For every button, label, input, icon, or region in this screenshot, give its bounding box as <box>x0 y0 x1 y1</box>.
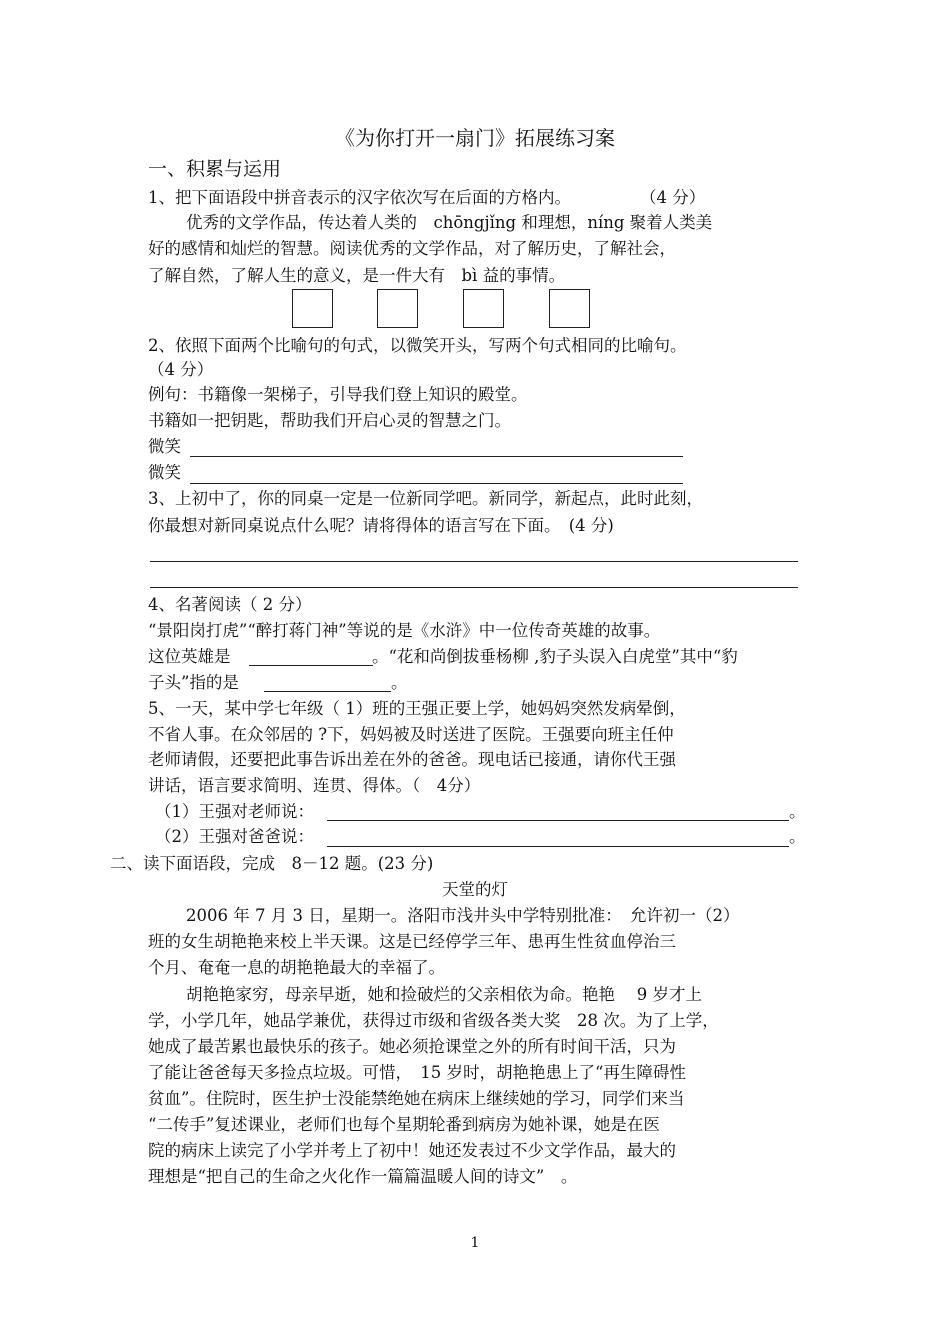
q1-score: （4 分） <box>640 188 706 207</box>
q5-line: 5、一天，某中学七年级（ 1）班的王强正要上学，她妈妈突然发病晕倒， <box>148 699 686 718</box>
answer-line[interactable] <box>150 561 798 562</box>
answer-line[interactable] <box>150 587 798 588</box>
answer-box[interactable] <box>377 289 418 328</box>
q1-line: 优秀的文学作品，传达着人类的 chōngjǐng 和理想，níng 聚着人类美 <box>186 213 713 232</box>
q3-line: 你最想对新同桌说点什么呢？请将得体的语言写在下面。 (4 分) <box>148 516 614 535</box>
q5-line: 老师请假，还要把此事告诉出差在外的爸爸。现电话已接通，请你代王强 <box>148 750 676 769</box>
q2-example: 书籍如一把钥匙，帮助我们开启心灵的智慧之门。 <box>148 411 511 430</box>
q4-line: 。“花和尚倒拔垂杨柳 ,豹子头误入白虎堂”其中“豹 <box>372 647 738 666</box>
passage-line: 个月、奄奄一息的胡艳艳最大的幸福了。 <box>148 958 445 977</box>
passage-line: 理想是“把自己的生命之火化作一篇篇温暖人间的诗文” 。 <box>148 1167 578 1186</box>
passage-title: 天堂的灯 <box>442 880 508 899</box>
answer-box[interactable] <box>463 289 504 328</box>
answer-box[interactable] <box>292 289 333 328</box>
passage-line: 院的病床上读完了小学并考上了初中！她还发表过不少文学作品，最大的 <box>148 1141 676 1160</box>
q1-line: 好的感情和灿烂的智慧。阅读优秀的文学作品，对了解历史，了解社会， <box>148 239 676 258</box>
q3-line: 3、上初中了，你的同桌一定是一位新同学吧。新同学，新起点，此时此刻， <box>148 489 703 508</box>
answer-line[interactable] <box>327 846 789 847</box>
q2-score: （4 分） <box>148 360 214 379</box>
q2-answer-label: 微笑 <box>148 437 181 456</box>
passage-line: 学，小学几年，她品学兼优，获得过市级和省级各类大奖 28 次。为了上学， <box>148 1011 719 1030</box>
q5-end: 。 <box>789 827 806 846</box>
q5-line: 讲话，语言要求简明、连贯、得体。（ 4分） <box>148 776 481 795</box>
section-heading-1: 一、积累与运用 <box>148 158 282 180</box>
q2-prompt: 2、依照下面两个比喻句的句式，以微笑开头，写两个句式相同的比喻句。 <box>148 336 687 355</box>
answer-line[interactable] <box>264 691 391 692</box>
passage-line: “二传手”复述课业，老师们也每个星期轮番到病房为她补课，她是在医 <box>148 1115 660 1134</box>
answer-box[interactable] <box>549 289 590 328</box>
q5-end: 。 <box>789 802 806 821</box>
passage-line: 胡艳艳家穷，母亲早逝，她和捡破烂的父亲相依为命。艳艳 9 岁才上 <box>186 985 702 1004</box>
answer-line[interactable] <box>190 456 683 457</box>
q4-line: “景阳岗打虎”“醉打蒋门神”等说的是《水浒》中一位传奇英雄的故事。 <box>148 621 661 640</box>
passage-line: 班的女生胡艳艳来校上半天课。这是已经停学三年、患再生性贫血停治三 <box>148 932 676 951</box>
q4-line: 。 <box>391 673 408 692</box>
page-title: 《为你打开一扇门》拓展练习案 <box>335 126 615 150</box>
answer-line[interactable] <box>190 483 683 484</box>
q4-line: 4、名著阅读（ 2 分） <box>148 595 312 614</box>
q4-line: 子头”指的是 <box>148 673 239 692</box>
page-number: 1 <box>470 1235 480 1251</box>
passage-line: 了能让爸爸每天多捡点垃圾。可惜， 15 岁时，胡艳艳患上了“再生障碍性 <box>148 1063 686 1082</box>
q2-example: 例句：书籍像一架梯子，引导我们登上知识的殿堂。 <box>148 385 528 404</box>
q5-line: 不省人事。在众邻居的 ?下，妈妈被及时送进了医院。王强要向班主任仲 <box>148 725 674 744</box>
q4-line: 这位英雄是 <box>148 647 231 666</box>
passage-line: 贫血”。住院时，医生护士没能禁绝她在病床上继续她的学习，同学们来当 <box>148 1089 685 1108</box>
passage-line: 2006 年 7 月 3 日，星期一。洛阳市浅井头中学特别批准： 允许初一（2） <box>186 906 740 925</box>
q1-prompt: 1、把下面语段中拼音表示的汉字依次写在后面的方格内。 <box>148 188 571 207</box>
section-heading-2: 二、读下面语段，完成 8－12 题。(23 分) <box>110 854 434 873</box>
passage-line: 她成了最苦累也最快乐的孩子。她必须抢课堂之外的所有时间干活，只为 <box>148 1037 676 1056</box>
q5-sub: （2）王强对爸爸说： <box>155 827 314 846</box>
answer-line[interactable] <box>249 665 373 666</box>
q2-answer-label: 微笑 <box>148 463 181 482</box>
q5-sub: （1）王强对老师说： <box>155 802 314 821</box>
answer-line[interactable] <box>327 820 789 821</box>
q1-line: 了解自然，了解人生的意义，是一件大有 bì 益的事情。 <box>148 266 566 285</box>
